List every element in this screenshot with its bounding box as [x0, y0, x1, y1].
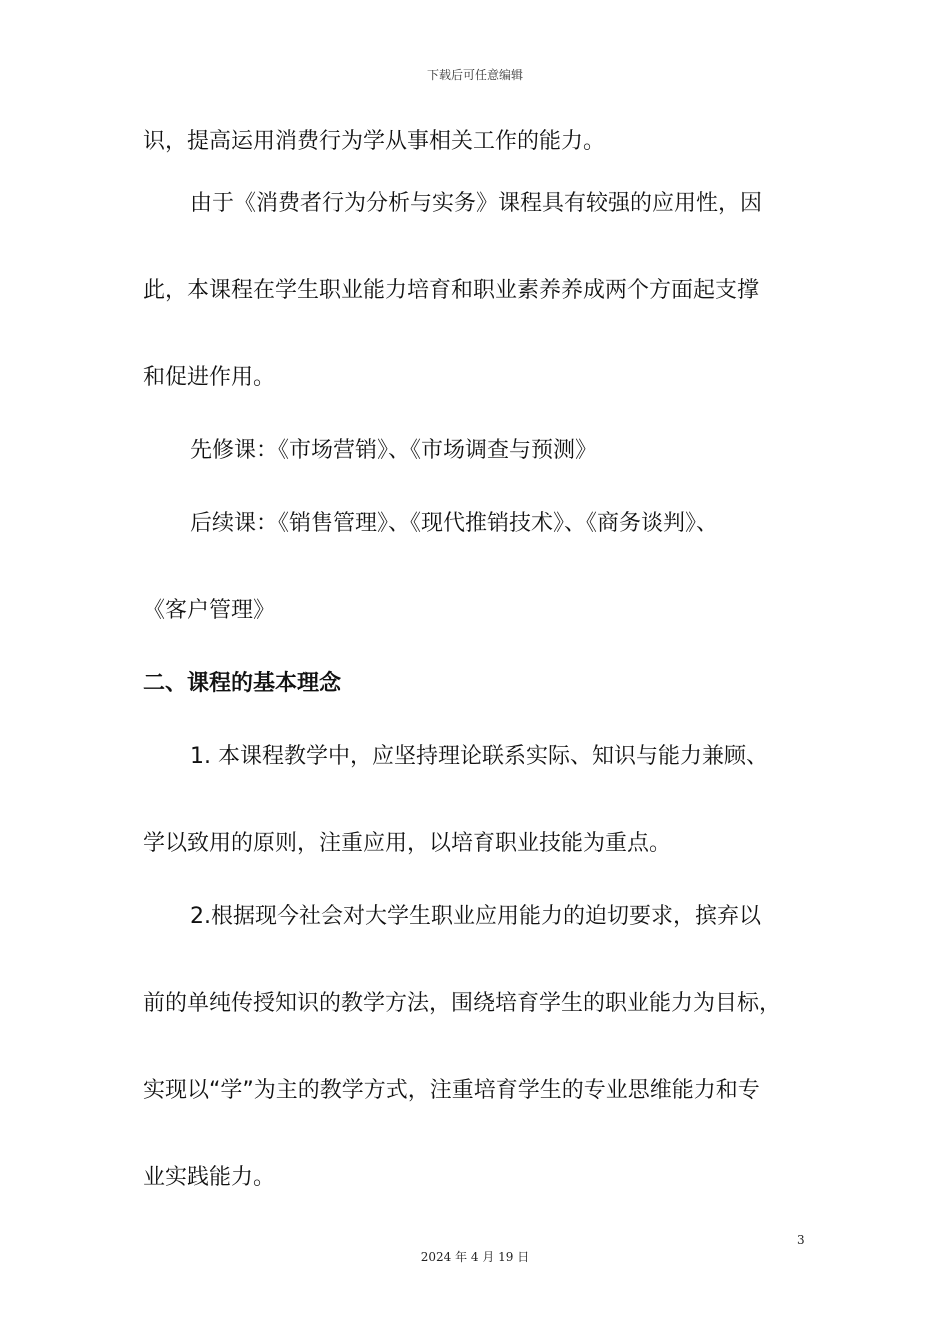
page-number: 3 [797, 1233, 805, 1247]
paragraph-line: 业实践能力。 [143, 1165, 276, 1190]
paragraph-line: 实现以“学”为主的教学方式，注重培育学生的专业思维能力和专 [143, 1078, 760, 1103]
paragraph-line: 此，本课程在学生职业能力培育和职业素养养成两个方面起支撑 [143, 278, 760, 303]
prerequisite-courses: 先修课：《市场营销》、《市场调查与预测》 [190, 438, 598, 463]
paragraph-line: 学以致用的原则，注重应用，以培育职业技能为重点。 [143, 831, 672, 856]
footer-date: 2024 年 4 月 19 日 [420, 1250, 530, 1264]
paragraph-line: 由于《消费者行为分析与实务》课程具有较强的应用性，因 [190, 191, 763, 216]
page-header: 下载后可任意编辑 [426, 68, 523, 82]
paragraph-line: 和促进作用。 [143, 365, 276, 390]
follow-up-courses: 后续课：《销售管理》、《现代推销技术》、《商务谈判》、 [190, 511, 719, 536]
paragraph-line: 《客户管理》 [143, 598, 276, 623]
paragraph-line: 2.根据现今社会对大学生职业应用能力的迫切要求，摈弃以 [190, 904, 761, 929]
section-heading: 二、课程的基本理念 [143, 671, 342, 696]
paragraph-line: 前的单纯传授知识的教学方法，围绕培育学生的职业能力为目标， [143, 991, 782, 1016]
paragraph-line: 1. 本课程教学中，应坚持理论联系实际、知识与能力兼顾、 [190, 744, 768, 769]
paragraph-line: 识，提高运用消费行为学从事相关工作的能力。 [143, 129, 606, 154]
